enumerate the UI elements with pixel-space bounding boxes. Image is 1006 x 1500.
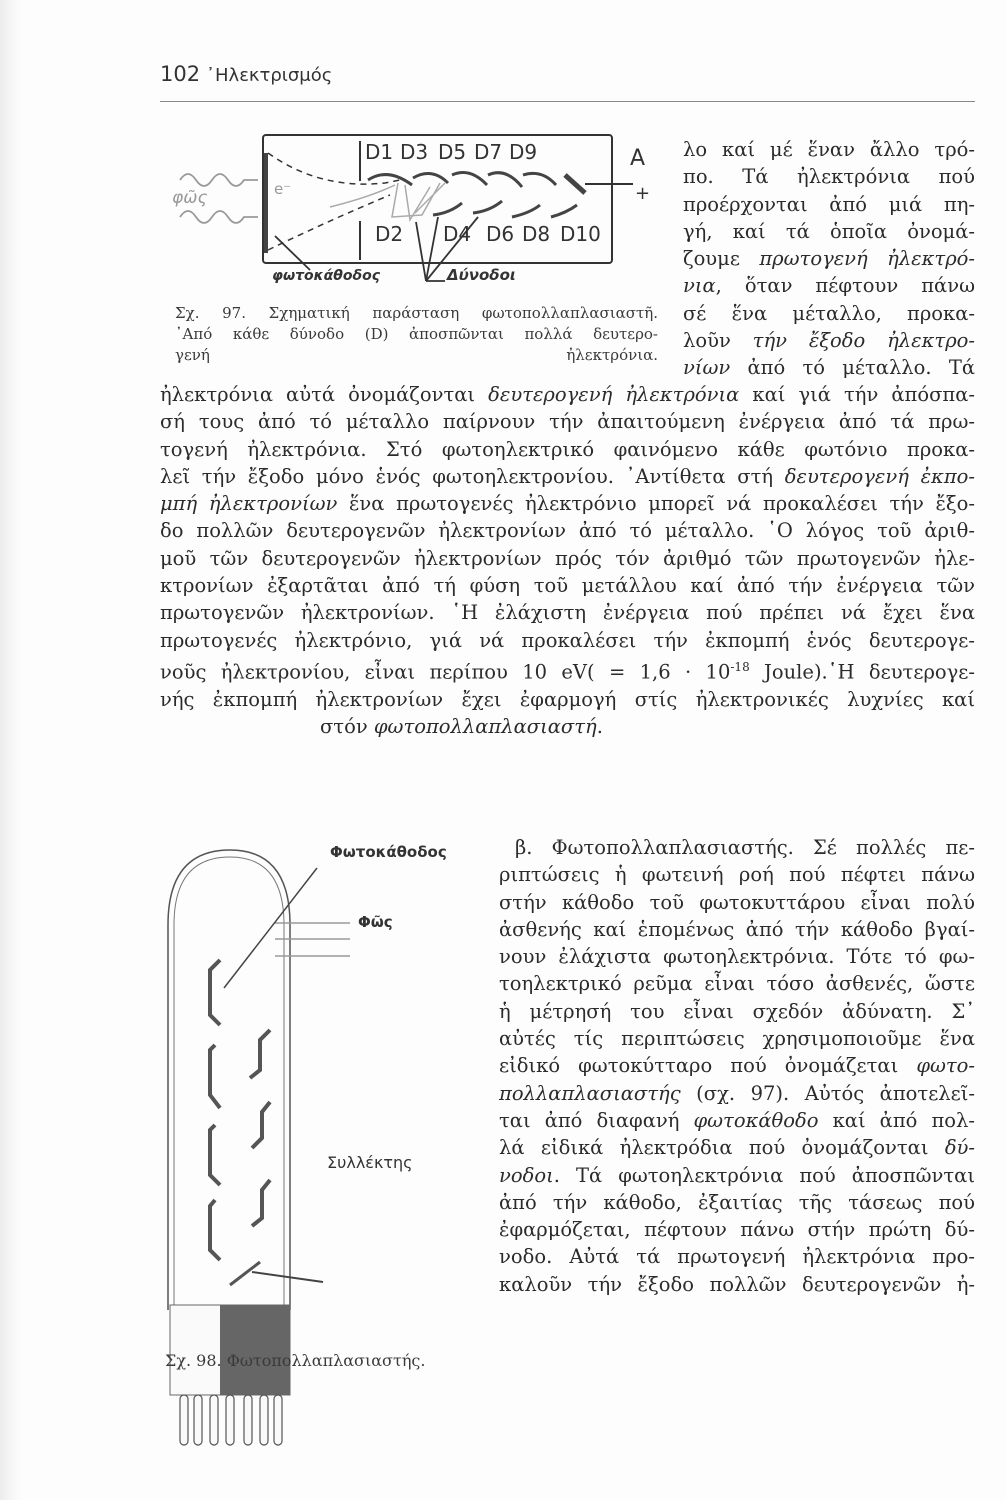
text-line bbox=[683, 300, 975, 327]
fig98-label-light: Φῶς bbox=[358, 913, 393, 931]
fig97-label-d5: D5 bbox=[438, 140, 467, 164]
text-line bbox=[160, 686, 975, 713]
header-rule bbox=[160, 101, 975, 102]
text-run: δο πολλῶν δευτερογενῶν ἠλεκτρονίων ἀπό τό μέταλλο. ῾Ο λόγος τοῦ ἀριθ- bbox=[160, 519, 975, 543]
text-line bbox=[160, 627, 975, 654]
fig97-label-d6: D6 bbox=[486, 222, 515, 246]
light-wave-1 bbox=[180, 174, 258, 186]
fig97-label-dynodes: Δύνοδοι bbox=[447, 266, 516, 284]
text-run: (σχ. 97). Αὐτός ἀποτελεῖ- bbox=[680, 1081, 975, 1105]
glass-envelope bbox=[168, 850, 290, 1310]
text-run: πρωτογενές ἠλεκτρόνιο, γιά νά προκαλέσει τήν ἐκπομπή ἑνός δευτερογε- bbox=[160, 628, 975, 652]
italic-term: πολλαπλασιαστής bbox=[499, 1081, 681, 1105]
text-line bbox=[499, 1271, 975, 1298]
figure-98-caption: Σχ. 98. Φωτοπολλαπλασιαστής. bbox=[165, 1351, 426, 1370]
figure-98-diagram bbox=[160, 840, 480, 1340]
page-number: 102 bbox=[160, 62, 201, 86]
caption-line: Σχ. 97. Σχηματική παράσταση φωτοπολλαπλασιαστῆ. bbox=[175, 304, 658, 322]
collector-pointer bbox=[252, 1272, 323, 1282]
fig98-label-photocathode: Φωτοκάθοδος bbox=[330, 843, 447, 861]
fig98-label-collector: Συλλέκτης bbox=[327, 1153, 413, 1172]
text-line bbox=[499, 998, 975, 1025]
text-line bbox=[499, 834, 975, 861]
fig97-label-d4: D4 bbox=[443, 222, 472, 246]
caption-line: γενή ἠλεκτρόνια. bbox=[175, 346, 658, 364]
fig97-label-plus: + bbox=[635, 183, 651, 204]
fig97-label-d10: D10 bbox=[560, 222, 601, 246]
text-line bbox=[160, 654, 975, 686]
text-run: ἐφαρμόζεται, πέφτουν πάνω στήν πρώτη δύ- bbox=[499, 1218, 975, 1242]
fig97-label-d1: D1 bbox=[365, 140, 394, 164]
text-line bbox=[499, 943, 975, 970]
fig97-label-d3: D3 bbox=[400, 140, 429, 164]
fig97-label-d2: D2 bbox=[375, 222, 404, 246]
text-run: καλοῦν τήν ἔξοδο πολλῶν δευτερογενῶν ἠ- bbox=[499, 1272, 975, 1296]
text-line bbox=[683, 245, 975, 272]
right-column-top-text bbox=[683, 136, 975, 382]
fig97-label-photocathode: φωτοκάθοδος bbox=[272, 268, 381, 284]
italic-term: δευτερογενή ἠλεκτρόνια bbox=[488, 383, 740, 406]
text-line bbox=[683, 354, 975, 381]
text-run: -18 bbox=[730, 659, 750, 674]
text-run: β. Φωτοπολλαπλασιαστής. Σέ πολλές πε- bbox=[515, 836, 975, 859]
text-line bbox=[499, 1025, 975, 1052]
text-line bbox=[499, 1216, 975, 1243]
text-line bbox=[499, 889, 975, 916]
fig97-label-electron: e⁻ bbox=[274, 180, 292, 198]
text-run: λοῦν bbox=[683, 329, 753, 353]
text-line bbox=[160, 436, 975, 463]
text-line bbox=[160, 381, 975, 408]
italic-term: φωτοπολλαπλασιαστή bbox=[373, 715, 597, 739]
text-run: στήν κάθοδο τοῦ φωτοκυττάρου εἶναι πολύ bbox=[499, 890, 975, 914]
text-line bbox=[499, 861, 975, 888]
text-run: λο καί μέ ἕναν ἄλλο τρό- bbox=[683, 138, 975, 161]
text-run: καί γιά τήν ἀπόσπα- bbox=[739, 383, 976, 406]
text-run: λεῖ τήν ἔξοδο μόνο ἑνός φωτοηλεκτρονίου. ᾿Αντίθετα στή bbox=[160, 464, 785, 488]
text-line bbox=[160, 713, 975, 740]
light-arrows bbox=[275, 923, 350, 956]
text-run: νοῦς ἠλεκτρονίου, εἶναι περίπου 10 eV( = 1,6 · 10 bbox=[160, 660, 731, 684]
italic-term: νια bbox=[683, 274, 716, 298]
text-line bbox=[499, 1162, 975, 1189]
text-run: μοῦ τῶν δευτερογενῶν ἠλεκτρονίων πρός τόν ἀριθμό τῶν πρωτογενῶν ἠλε- bbox=[160, 546, 975, 570]
text-run: ται ἀπό διαφανή bbox=[499, 1108, 694, 1132]
text-line bbox=[683, 218, 975, 245]
text-line bbox=[499, 1243, 975, 1270]
text-line bbox=[499, 1134, 975, 1161]
text-line bbox=[499, 970, 975, 997]
page-header bbox=[160, 62, 975, 102]
base-pins bbox=[180, 1395, 282, 1445]
text-line bbox=[499, 1052, 975, 1079]
text-run: ἀσθενής καί ἑπομένως ἀπό τήν κάθοδο βγαί- bbox=[499, 917, 975, 941]
dynode-pointer-1 bbox=[416, 222, 426, 281]
text-line bbox=[499, 1080, 975, 1107]
text-line bbox=[160, 572, 975, 599]
italic-term: δευτερογενή ἐκπο- bbox=[784, 464, 975, 488]
text-run: ζουμε bbox=[683, 247, 760, 271]
text-line bbox=[499, 1189, 975, 1216]
text-run: σή τους ἀπό τό μέταλλο παίρνουν τήν ἀπαιτούμενη ἐνέργεια ἀπό τά πρω- bbox=[160, 410, 975, 434]
text-line bbox=[160, 490, 975, 517]
text-line bbox=[683, 327, 975, 354]
italic-term: νοδοι bbox=[499, 1163, 554, 1187]
text-run: ριπτώσεις ἡ φωτεινή ροή πού πέφτει πάνω bbox=[499, 863, 975, 887]
dynodes-top bbox=[368, 173, 556, 187]
glass-inner bbox=[174, 857, 284, 1310]
full-width-paragraph bbox=[160, 381, 975, 740]
figure-97-caption bbox=[175, 303, 658, 366]
caption-line: ᾿Από κάθε δύνοδο (D) ἀποσπῶνται πολλά δευτερο- bbox=[175, 325, 658, 343]
text-run: πο. Τά ἠλεκτρόνια πού bbox=[683, 165, 975, 189]
fig97-label-d9: D9 bbox=[509, 140, 538, 164]
text-line bbox=[683, 191, 975, 218]
text-run: νοδο. Αὐτά τά πρωτογενή ἠλεκτρόνια προ- bbox=[499, 1245, 975, 1269]
text-run: σέ ἕνα μέταλλο, προκα- bbox=[683, 301, 975, 325]
text-run: . bbox=[596, 715, 603, 739]
text-run: πρωτογενῶν ἠλεκτρονίων. ῾Η ἐλάχιστη ἐνέργεια πού πρέπει νά ἔχει ἕνα bbox=[160, 601, 975, 625]
fig97-label-anode: A bbox=[630, 146, 646, 171]
text-run: γή, καί τά ὁποῖα ὀνομά- bbox=[683, 219, 975, 243]
text-line bbox=[160, 517, 975, 544]
page-edge-shadow bbox=[0, 0, 22, 1500]
text-run: αὐτές τίς περιπτώσεις χρησιμοποιοῦμε ἕνα bbox=[499, 1027, 975, 1051]
text-run: τοηλεκτρικό ρεῦμα εἶναι τόσο ἀσθενές, ὥστε bbox=[499, 972, 975, 996]
text-run: Joule).῾Η δευτερογε- bbox=[749, 660, 975, 684]
text-run: ἠλεκτρόνια αὐτά ὀνομάζονται bbox=[160, 383, 489, 406]
text-run: στόν bbox=[320, 715, 374, 739]
text-run: καί ἀπό πολ- bbox=[818, 1108, 975, 1132]
italic-term: φωτο- bbox=[916, 1054, 975, 1078]
text-run: ἡ μέτρησή του εἶναι σχεδόν ἀδύνατη. Σ᾿ bbox=[499, 999, 975, 1023]
dynodes-bottom bbox=[433, 201, 577, 217]
text-run: νουν ἐλάχιστα φωτοηλεκτρόνια. Τότε τό φω- bbox=[499, 945, 975, 969]
fig97-label-d7: D7 bbox=[474, 140, 503, 164]
italic-term: νίων bbox=[683, 356, 731, 380]
text-run: , ὅταν πέφτουν πάνω bbox=[715, 274, 975, 298]
italic-term: δύ- bbox=[944, 1136, 975, 1160]
light-wave-2 bbox=[180, 211, 258, 223]
text-line bbox=[499, 1107, 975, 1134]
text-run: νής ἐκπομπή ἠλεκτρονίων ἔχει ἐφαρμογή στίς ἠλεκτρονικές λυχνίες καί bbox=[160, 687, 975, 711]
italic-term: μπή ἠλεκτρονίων bbox=[160, 492, 338, 516]
dynode-stack bbox=[210, 960, 270, 1260]
text-line bbox=[499, 916, 975, 943]
italic-term: πρωτογενή ἠλεκτρό- bbox=[759, 247, 976, 271]
running-title: ᾿Ηλεκτρισμός bbox=[206, 65, 333, 86]
photocathode-pointer bbox=[224, 868, 317, 988]
text-run: ἀπό τό μέταλλο. Τά bbox=[730, 356, 975, 380]
text-line bbox=[683, 136, 975, 163]
text-line bbox=[160, 463, 975, 490]
text-line bbox=[160, 599, 975, 626]
text-run: λά εἰδικά ἠλεκτρόδια πού ὀνομάζονται bbox=[499, 1136, 945, 1160]
text-run: ἀπό τήν κάθοδο, ἐξαιτίας τῆς τάσεως πού bbox=[499, 1190, 975, 1214]
text-run: προέρχονται ἀπό μιά πη- bbox=[683, 192, 975, 216]
text-line bbox=[160, 545, 975, 572]
fig97-label-light: φῶς bbox=[172, 188, 208, 208]
photocathode-pointer bbox=[275, 236, 310, 270]
text-run: εἰδικό φωτοκύτταρο πού ὀνομάζεται bbox=[499, 1054, 917, 1078]
text-line bbox=[160, 408, 975, 435]
text-run: . Τά φωτοηλεκτρόνια πού ἀποσπῶνται bbox=[553, 1163, 975, 1187]
beam-lower bbox=[268, 195, 390, 250]
text-line bbox=[683, 272, 975, 299]
text-run: τογενή ἠλεκτρόνια. Στό φωτοηλεκτρικό φαινόμενο κάθε φωτόνιο προκα- bbox=[160, 437, 975, 461]
text-run: κτρονίων ἐξαρτᾶται ἀπό τή φύση τοῦ μετάλλου καί ἀπό τήν ἐνέργεια τῶν bbox=[160, 574, 975, 598]
text-line bbox=[683, 163, 975, 190]
dynode-pointer-2 bbox=[426, 217, 438, 281]
italic-term: φωτοκάθοδο bbox=[693, 1108, 819, 1132]
text-run: ἕνα πρωτογενές ἠλεκτρόνιο μπορεῖ νά προκαλέσει τήν ἔξο- bbox=[337, 492, 975, 516]
fig97-label-d8: D8 bbox=[522, 222, 551, 246]
italic-term: τήν ἔξοδο ἠλεκτρο- bbox=[752, 329, 975, 353]
electron-path bbox=[330, 185, 395, 207]
right-column-bottom-text bbox=[499, 834, 975, 1298]
anode-plate bbox=[565, 175, 585, 193]
